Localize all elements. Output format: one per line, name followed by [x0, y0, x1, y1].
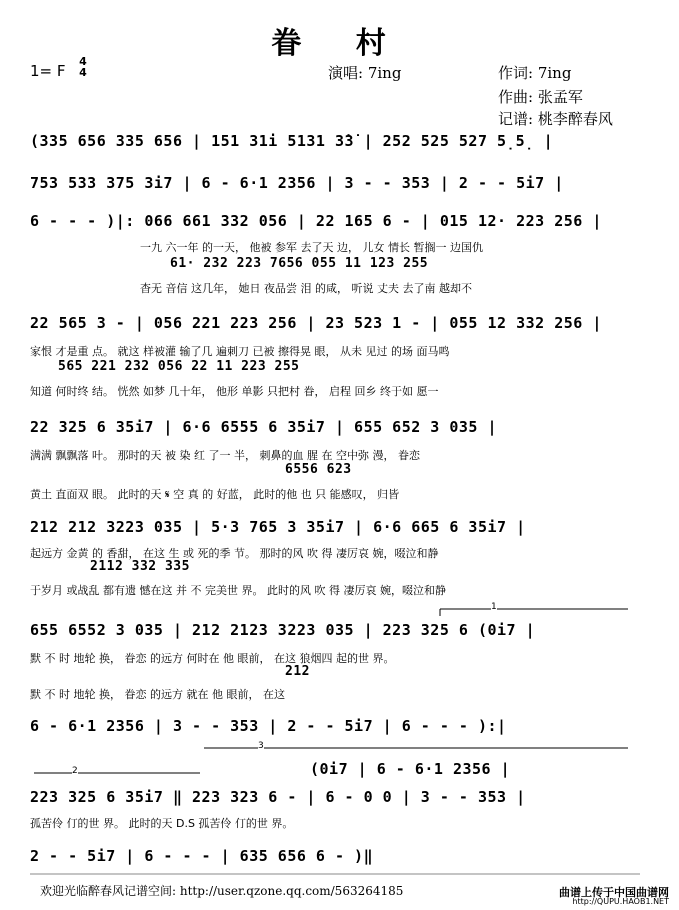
score-row-8: 6 - 6·1 2356 | 3 - - 353 | 2 - - 5i7 | 6 - - - ):|	[30, 717, 507, 735]
page-title: 眷 村	[271, 26, 408, 61]
lyrics-row-5-verse-2: 黄土 直面双 眼。 此时的天 𝄋 空 真 的 好蓝， 此时的他 也 只 能感叹， 归皆	[30, 488, 400, 501]
lyrics-row-6-verse-1: 起远方 金黄 的 香甜， 在这 生 或 死的季 节。 那时的风 吹 得 凄厉哀 婉，啜泣和静	[30, 547, 439, 560]
score-row-1: (335 656 335 656 | 151 31i 5131 3̇3̇ | 252 525 527 5̣5̣ |	[30, 132, 554, 150]
lyrics-row-3-verse-2: 杳无 音信 这几年， 她日 夜品尝 泪 的咸， 听说 丈夫 去了南 越却不	[140, 282, 472, 295]
score-row-7-alt: 212	[285, 664, 310, 679]
volta-1-label: 1	[491, 602, 497, 612]
score-row-3: 6 - - - )|: 066 661 332 056 | 22 165 6 - | 015 12· 223 256 |	[30, 212, 602, 230]
score-row-7: 655 6552 3 035 | 212 2123 3223 035 | 223 325 6 (0i7 |	[30, 621, 536, 639]
site-url: http://QUPU.HAOB1.NET	[572, 897, 669, 906]
footer-welcome: 欢迎光临醉春风记谱空间: http://user.qzone.qq.com/563264185	[40, 884, 404, 898]
lyrics-row-4-verse-1: 家恨 才是重 点。 就这 样被灌 输了几 遍刺刀 已被 擦得晃 眼， 从未 见过 的场 面马鸣	[30, 345, 450, 358]
score-row-4: 22 565 3 - | 056 221 223 256 | 23 523 1 - | 055 12 332 256 |	[30, 314, 602, 332]
lyrics-row-5-verse-1: 满满 飘飘落 叶。 那时的天 被 染 红 了一 半， 刺鼻的血 腥 在 空中弥 漫， 眷恋	[30, 449, 420, 462]
score-row-6: 212 212 3223 035 | 5·3 765 3 35i7 | 6·6 665 6 35i7 |	[30, 518, 526, 536]
singer: 演唱: 7ing	[328, 64, 402, 82]
score-row-9-intro: (0i7 | 6 - 6·1 2356 |	[310, 760, 511, 778]
score-row-4-alt: 565 221 232 056 22 11 223 255	[58, 359, 300, 374]
score-row-5: 22 325 6 35i7 | 6·6 6555 6 35i7 | 655 652 3 035 |	[30, 418, 498, 436]
lyrics-row-4-verse-2: 知道 何时终 结。 恍然 如梦 几十年， 他形 单影 只把村 眷， 启程 回乡 终于如 愿一	[30, 385, 439, 398]
score-row-5-alt: 6556 623	[285, 462, 352, 477]
lyrics-row-7-verse-1: 默 不 时 地轮 换， 眷恋 的远方 何时在 他 眼前， 在这 狼烟四 起的世 界。	[30, 652, 395, 665]
time-sig-top: 4	[79, 55, 87, 68]
composer: 作曲: 张孟军	[498, 88, 583, 106]
score-row-10: 2 - - 5i7 | 6 - - - | 635 656 6 - )‖	[30, 847, 374, 865]
time-sig-bottom: 4	[79, 66, 87, 79]
lyrics-row-3-verse-1: 一九 六一年 的一天， 他被 参军 去了天 边， 儿女 情长 暂搁一 边国仇	[140, 241, 483, 254]
site-credit: 曲谱上传于中国曲谱网	[559, 886, 669, 899]
lyrics-row-7-verse-2: 默 不 时 地轮 换， 眷恋 的远方 就在 他 眼前， 在这	[30, 688, 285, 701]
key-signature: 1= F	[30, 62, 66, 80]
score-row-3-alt: 61· 232 223 7656 055 11 123 255	[170, 256, 429, 271]
score-row-2: 753 533 375 3i7 | 6 - 6·1 2356 | 3 - - 353 | 2 - - 5i7 |	[30, 174, 564, 192]
volta-3-label: 3	[258, 741, 264, 751]
transcriber: 记谱: 桃李醉春风	[498, 110, 613, 128]
lyricist: 作词: 7ing	[498, 64, 572, 82]
score-row-9: 223 325 6 35i7 ‖ 223 323 6 - | 6 - 0 0 | 3 - - 353 |	[30, 788, 526, 806]
volta-2-label: 2	[72, 766, 78, 776]
lyrics-row-9: 孤苦伶 仃的世 界。 此时的天 D.S 孤苦伶 仃的世 界。	[30, 817, 294, 830]
lyrics-row-6-verse-2: 于岁月 或战乱 都有遗 憾在这 并 不 完美世 界。 此时的风 吹 得 凄厉哀 婉，啜泣和静	[30, 584, 446, 597]
score-row-6-alt: 2112 332 335	[90, 559, 190, 574]
